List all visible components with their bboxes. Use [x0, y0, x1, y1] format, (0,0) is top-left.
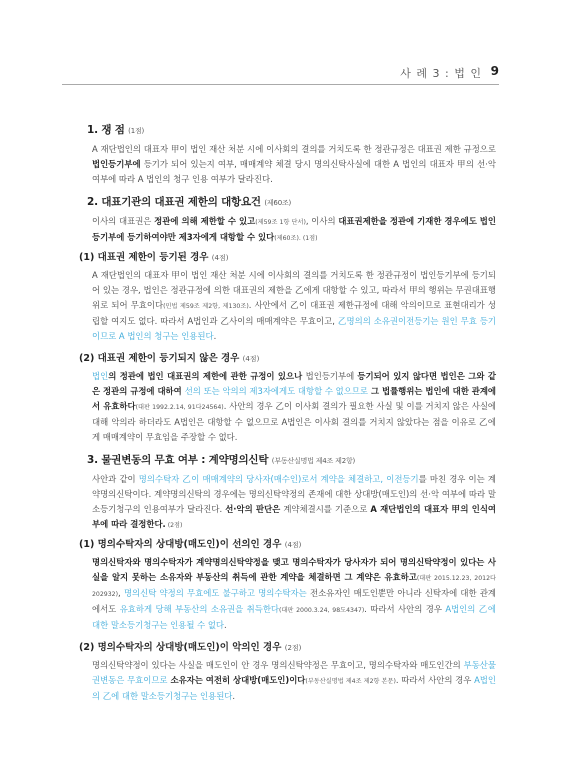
text-run: 계약체결시를 기준으로 — [280, 504, 371, 514]
page-number: 9 — [490, 64, 499, 78]
citation-text: (제59조 1항 단서) — [255, 219, 306, 226]
document-body — [79, 123, 497, 712]
chapter-title: 사 례 3 : 법 인 — [400, 67, 482, 80]
subsection-title-text: (2) 명의수탁자의 상대방(매도인)이 악의인 경우 — [79, 642, 282, 653]
subsection-title — [79, 351, 496, 367]
subsection — [79, 351, 496, 445]
section-title — [87, 453, 496, 469]
bold-text: 정관에 의해 제한할 수 있고 — [154, 216, 256, 226]
bold-text: 등기되어 있지 않다면 법인은 그와 같은 정관의 규정에 대하여 — [92, 371, 496, 396]
highlighted-text: A법인의 乙에 대한 말소등기청구는 인용될 수 없다 — [92, 604, 496, 630]
section-points: (제60조) — [264, 199, 292, 207]
subsection-title-text: (2) 대표권 제한이 등기되지 않은 경우 — [79, 353, 240, 364]
text-run: 이사의 대표권은 — [92, 216, 155, 226]
citation-text: (대판 2000.3.24, 98도4347) — [279, 607, 365, 614]
subsection-points: (4점) — [242, 355, 260, 363]
text-run: . — [232, 691, 236, 701]
highlighted-text: 법인 — [92, 371, 109, 381]
citation-text: (부동산실명법 제4조 제2항 본문) — [305, 678, 396, 685]
text-run: . 사안에서 乙이 대표권 제한규정에 대해 악의이므로 표현대리가 성립할 여지도 없다. 따라서 A법인과 乙사이의 매매계약은 무효이고, — [92, 300, 497, 326]
paragraph — [92, 268, 496, 344]
bold-text: 선·악의 판단은 — [225, 504, 281, 514]
text-run: 등기가 되어 있는지 여부, 매매계약 체결 당시 명의신탁사실에 대한 A 법인의 대표자 甲의 선·악 여부에 따라 A 법인의 청구 인용 여부가 달라진다. — [92, 159, 496, 184]
highlighted-text: 명의신탁 약정의 무효에도 불구하고 명의수탁자는 — [123, 588, 307, 598]
subsection — [79, 537, 497, 633]
section-title-text: 1. 쟁 점 — [87, 124, 125, 136]
bold-text: 의 정관에 법인 대표권의 제한에 관한 규정이 있으나 — [108, 371, 306, 381]
citation-text: (제60조). — [274, 235, 303, 242]
section-points: (1점) — [128, 127, 145, 135]
highlighted-text: 부동산물권변동은 무효이므로 — [92, 660, 496, 685]
paragraph — [92, 214, 496, 246]
highlighted-text: 명의수탁자 乙이 매매계약의 당사자(매수인)로서 계약을 체결하고, 이전등기 — [138, 474, 419, 484]
subsection-title — [79, 250, 496, 266]
text-run: 를 마친 경우 이는 계약명의신탁이다. 계약명의신탁의 경우에는 명의신탁약정의 존재에 대한 상대방(매도인)의 선·악 여부에 따라 말소등기청구의 인용여부가 달라진다. — [92, 474, 496, 514]
section-title-text: 3. 물권변동의 무효 여부 : 계약명의신탁 — [87, 454, 269, 466]
text-run: 전소유자인 매도인뿐만 아니라 신탁자에 대한 관계에서도 — [92, 588, 497, 614]
citation-text: (2점) — [165, 522, 183, 529]
highlighted-text: 乙명의의 소유권이전등기는 원인 무효 등기이므로 A 법인의 청구는 인용된다 — [92, 316, 496, 341]
citation-text: (대판 2015.12.23, 2012다202932) — [92, 575, 496, 598]
text-run: . — [213, 331, 217, 341]
text-run: . — [224, 620, 227, 630]
text-run: A 재단법인의 대표자 甲이 법인 재산 처분 시에 이사회의 결의를 거치도록 한 정관규정이 법인등기부에 등기되어 있는 경우, 법인은 정관규정에 의한 대표권의 제한을 乙에게 대항할 수 있고, 따라서 甲의 행위는 무권대표행위로 되어 무효이다 — [92, 270, 496, 310]
subsection-title-text: (1) 명의수탁자의 상대방(매도인)이 선의인 경우 — [79, 539, 282, 550]
paragraph — [92, 369, 496, 445]
text-run: . 따라서 사안의 경우 — [395, 675, 475, 685]
text-run: 명의신탁약정이 있다는 사실을 매도인이 안 경우 명의신탁약정은 무효이고, 명의수탁자와 매도인간의 — [92, 660, 464, 670]
section-title — [87, 195, 496, 211]
text-run: , — [118, 588, 124, 598]
paragraph — [92, 555, 496, 633]
paragraph — [92, 658, 496, 704]
bold-text: 대표권제한을 정관에 기재한 경우에도 법인등기부에 등기하여야만 제3자에게 대항할 수 있다 — [92, 216, 496, 242]
subsection-title — [79, 640, 496, 656]
section — [87, 123, 496, 187]
bold-text: 그 법률행위는 법인에 대한 관계에서 유효하다 — [92, 386, 496, 411]
text-run: 사안과 같이 — [92, 474, 139, 484]
subsection-title-text: (1) 대표권 제한이 등기된 경우 — [79, 252, 209, 263]
paragraph — [92, 472, 496, 533]
page-header — [0, 63, 561, 87]
citation-text: (1점) — [302, 235, 318, 242]
section-points: (부동산실명법 제4조 제2항) — [271, 457, 356, 465]
section-title — [87, 123, 496, 139]
citation-text: (대판 1992.2.14, 91다24564) — [135, 404, 224, 411]
bold-text: A 재단법인의 대표자 甲의 인식여부에 따라 결정한다. — [92, 504, 496, 529]
text-run: , 이사의 — [305, 216, 339, 226]
bold-text: 법인등기부에 — [92, 159, 141, 169]
highlighted-text: A법인의 乙에 대한 말소등기청구는 인용된다 — [92, 675, 496, 701]
text-run: . 사안의 경우 乙이 이사회 결의가 필요한 사실 및 이를 거치지 않은 사실에 대해 악의라 하더라도 A법인은 대항할 수 없으므로 A법인은 이사회 결의를 거치지 않았다는 점을 이유로 乙에게 매매계약이 무효임을 주장할 수 없다. — [92, 401, 496, 442]
text-run: A 재단법인의 대표자 甲이 법인 재산 처분 시에 이사회의 결의를 거치도록 한 정관규정은 대표권 제한 규정으로 — [92, 144, 496, 154]
subsection — [79, 250, 497, 344]
highlighted-text: 유효하게 당해 부동산의 소유권을 취득한다 — [119, 604, 279, 614]
subsection-points: (2점) — [284, 644, 302, 652]
citation-text: (민법 제59조 제2항, 제130조) — [163, 303, 249, 310]
subsection — [79, 640, 496, 704]
subsection-points: (4점) — [211, 254, 229, 262]
subsection-points: (4점) — [284, 541, 302, 549]
header-divider — [62, 84, 499, 85]
text-run: 법인등기부에 — [305, 371, 358, 381]
section — [79, 453, 497, 704]
bold-text: 소유자는 여전히 상대방(매도인)이다 — [167, 675, 306, 685]
paragraph — [92, 142, 496, 187]
bold-text: 명의신탁자와 명의수탁자가 계약명의신탁약정을 맺고 명의수탁자가 당사자가 되어 명의신탁약정이 있다는 사실을 알지 못하는 소유자와 부동산의 취득에 관한 계약을 체결하면 그 계약은 유효하고 — [92, 557, 496, 582]
highlighted-text: 선의 또는 악의의 제3자에게도 대항할 수 없으므로 — [184, 386, 368, 396]
text-run: . 따라서 사안의 경우 — [364, 604, 446, 614]
section — [79, 195, 497, 445]
section-title-text: 2. 대표기관의 대표권 제한의 대항요건 — [87, 196, 261, 208]
subsection-title — [79, 537, 496, 553]
